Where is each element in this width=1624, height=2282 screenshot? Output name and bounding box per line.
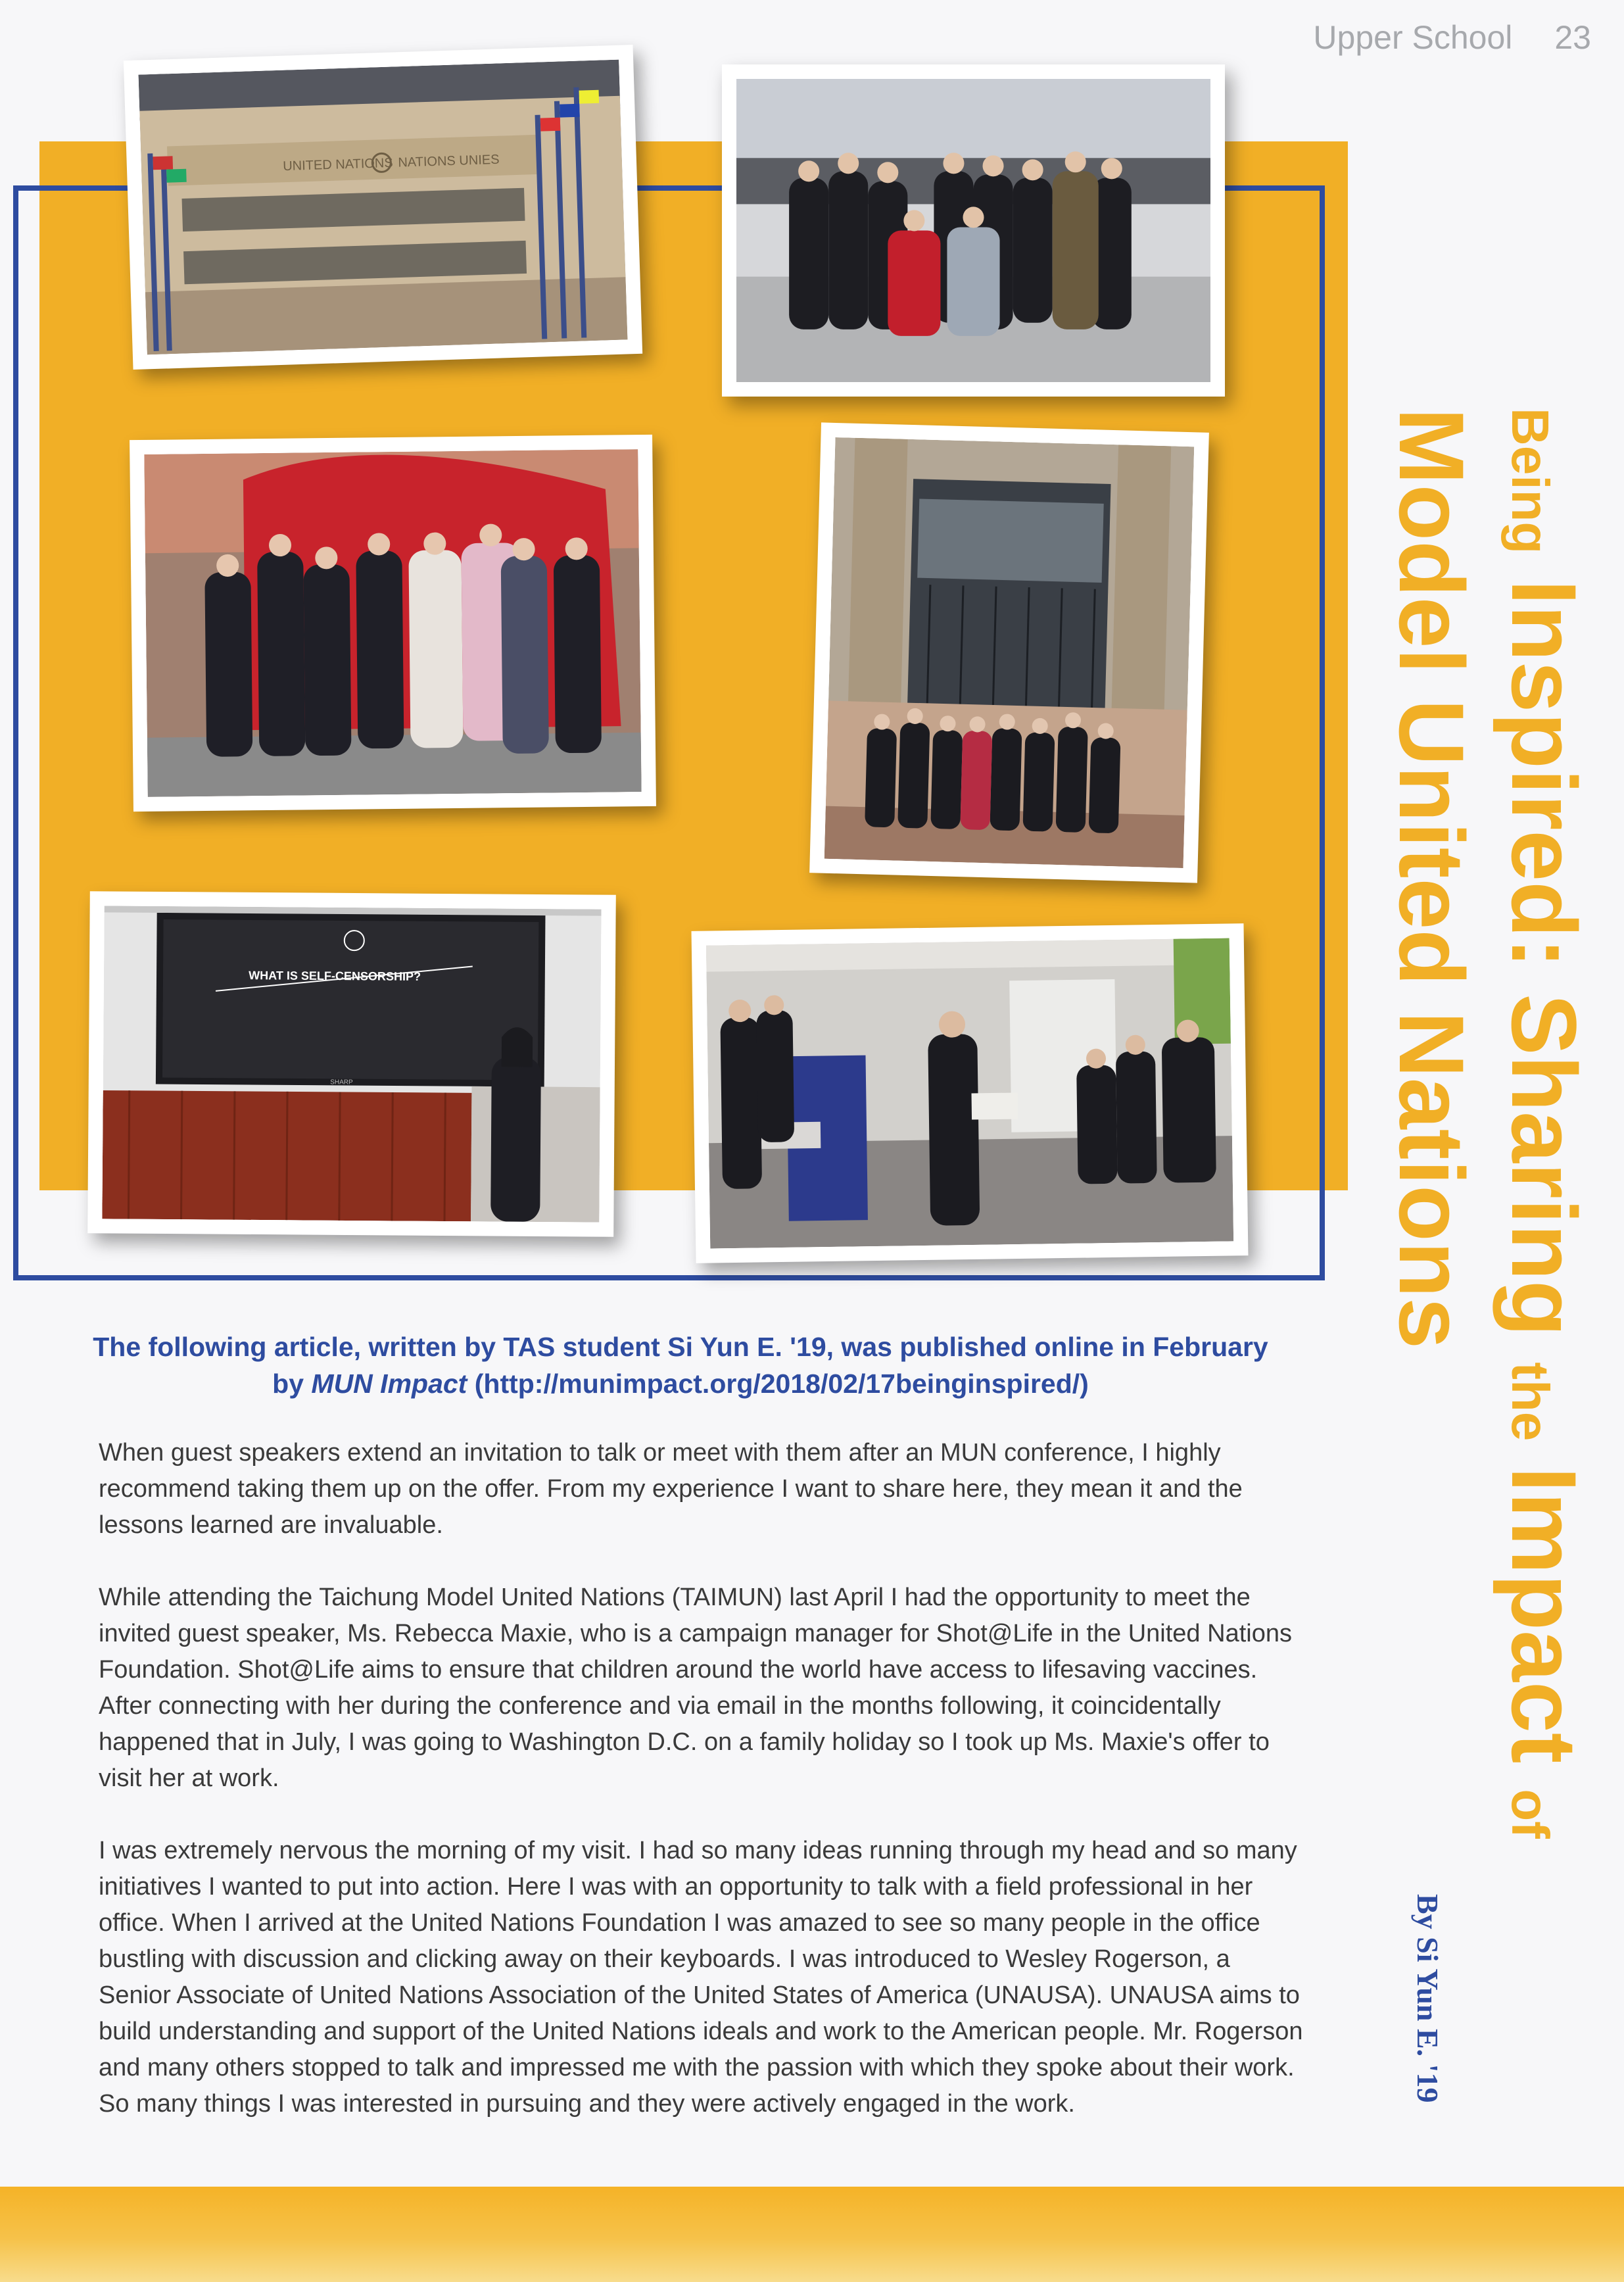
paragraph-2: While attending the Taichung Model United Nations (TAIMUN) last April I had the opportunity to meet the invited guest speaker, Ms. Rebecca Maxie, who is a campaign manager for Shot@Life in the United Nations Foundation. Shot@Life aims to ensure that children around the world have access to lifesaving vaccines. After connecting with her during the conference and via email in the months following, it coincidentally happened that in July, I was going to Washington D.C. on a family holiday so I took up Ms. Maxie's offer to visit her at work. — [99, 1584, 1292, 1792]
bottom-band — [0, 2187, 1624, 2282]
title-word-impact: Impact — [1493, 1467, 1596, 1764]
byline: By Si Yun E. '19 — [1411, 1894, 1445, 2103]
photo-ornate-building — [809, 422, 1209, 883]
title-line-1 — [1481, 408, 1596, 2019]
photo-group-sculpture — [130, 435, 656, 812]
intro-line-1: The following article, written by TAS student Si Yun E. '19, was published online in February — [93, 1332, 1268, 1362]
page-number: 23 — [1554, 19, 1591, 56]
article-title — [1380, 408, 1596, 2019]
intro-by: by — [272, 1369, 312, 1399]
title-word-the: the — [1501, 1362, 1560, 1442]
paragraph-3: I was extremely nervous the morning of my visit. I had so many ideas running through my head and so many initiatives I wanted to put into action. Here I was with an opportunity to talk with a field professional in her office. When I arrived at the United Nations Foundation I was amazed to see so many people in the office bustling with discussion and clicking away on their keyboards. I was introduced to Wesley Rogerson, a Senior Associate of United Nations Association of the United States of America (UNAUSA). UNAUSA aims to build understanding and support of the United Nations ideals and work to the American people. Mr. Rogerson and many others stopped to talk and impressed me with the passion with which they spoke about their work. So many things I was interested in pursuing and they were actively engaged in the work. — [99, 1837, 1303, 2118]
page-header — [1313, 18, 1591, 57]
intro-source: MUN Impact — [311, 1369, 467, 1399]
slide-title: WHAT IS SELF-CENSORSHIP? — [249, 969, 421, 983]
tv-brand: SHARP — [330, 1079, 353, 1086]
photo-un-building — [124, 45, 642, 370]
article-body — [99, 1435, 1305, 2158]
intro-url[interactable]: (http://munimpact.org/2018/02/17beinginspired/) — [474, 1369, 1089, 1399]
photo-group-terrace — [722, 64, 1225, 397]
photo-presentation — [87, 891, 616, 1237]
paragraph-1: When guest speakers extend an invitation to talk or meet with them after an MUN conference, I highly recommend taking them up on the offer. From my experience I want to share here, they mean it and the lessons learned are invaluable. — [99, 1439, 1243, 1539]
photo-conference-room — [692, 923, 1249, 1263]
intro-line-2 — [46, 1365, 1315, 1402]
title-word-of: of — [1501, 1789, 1560, 1839]
article-intro — [46, 1328, 1315, 1402]
title-line-2: Model United Nations — [1380, 408, 1483, 1349]
title-words-inspired-sharing: Inspired: Sharing — [1493, 579, 1596, 1337]
sign-nations-unies: NATIONS UNIES — [398, 152, 500, 170]
title-word-being: Being — [1501, 408, 1560, 554]
section-name: Upper School — [1313, 19, 1513, 56]
sign-united-nations: UNITED NATIONS — [282, 155, 394, 174]
